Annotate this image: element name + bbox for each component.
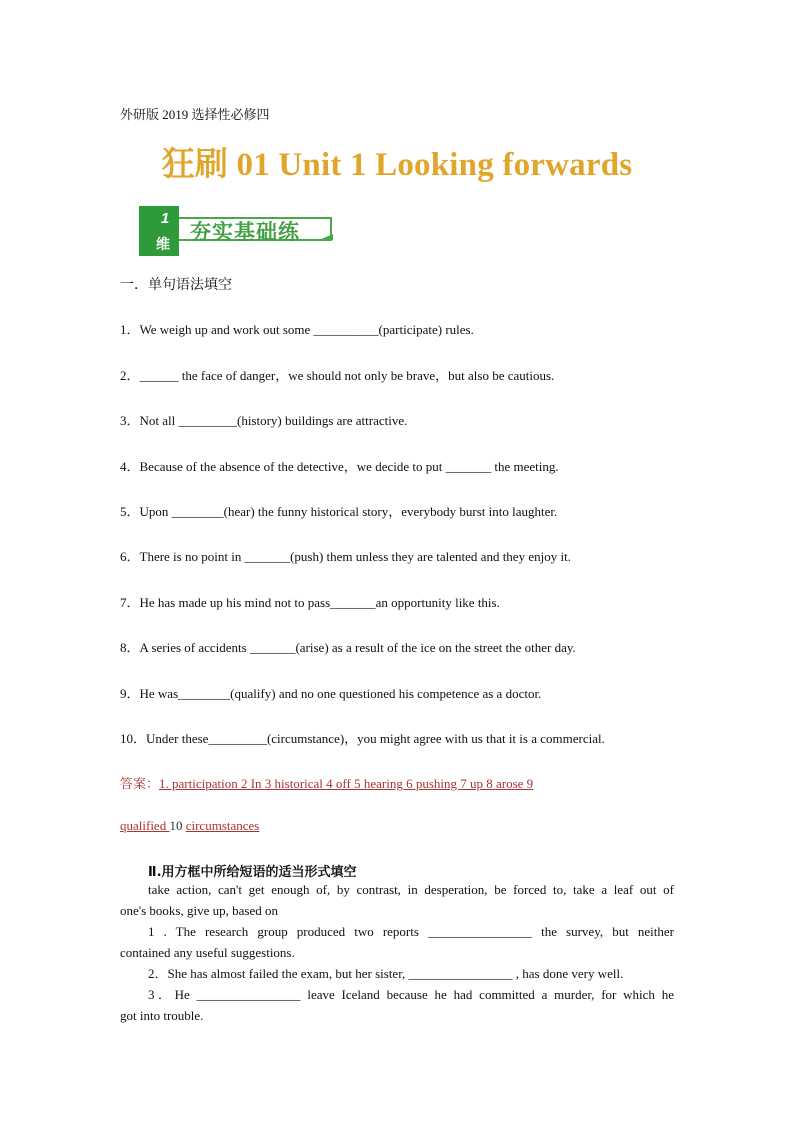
s2-question-3-line-2: got into trouble. (120, 1008, 204, 1023)
section2-heading: Ⅱ.用方框中所给短语的适当形式填空 (148, 865, 357, 880)
s2-question-2: 2．She has almost failed the exam, but her sister, ________________ , has done very well. (148, 966, 624, 981)
question-2: 2．______ the face of danger，we should not only be brave，but also be cautious. (120, 368, 555, 383)
question-10: 10．Under these_________(circumstance)，you might agree with us that it is a commercial. (120, 731, 605, 746)
question-5: 5．Upon ________(hear) the funny historical story，everybody burst into laughter. (120, 504, 558, 519)
phrase-box (120, 879, 674, 1026)
question-7: 7．He has made up his mind not to pass_______an opportunity like this. (120, 595, 500, 610)
answers-values-1: 1. participation 2 In 3 historical 4 off 5 hearing 6 pushing 7 up 8 arose 9 (159, 776, 534, 791)
page-title: 狂刷 01 Unit 1 Looking forwards (161, 147, 633, 183)
answers-line-1 (120, 773, 533, 792)
question-4: 4．Because of the absence of the detective，we decide to put _______ the meeting. (120, 459, 559, 474)
banner-label: 夯实基础练 (190, 220, 300, 244)
answers-label: 答案： (120, 777, 160, 792)
answer-10-number: 10 (169, 818, 186, 833)
phrases-line-1: take action, can't get enough of, by contrast, in desperation, be forced to, take a leaf out of (148, 882, 674, 897)
banner-number: 1 (160, 210, 170, 227)
question-8: 8．A series of accidents _______(arise) as a result of the ice on the street the other day. (120, 640, 576, 655)
question-6: 6．There is no point in _______(push) them unless they are talented and they enjoy it. (120, 549, 571, 564)
banner-number-suffix: 维 (156, 237, 170, 253)
answer-9: qualified (120, 818, 170, 833)
question-1: 1．We weigh up and work out some __________(participate) rules. (120, 322, 474, 337)
phrases-line-2: one's books, give up, based on (120, 903, 278, 918)
document-subtitle: 外研版 2019 选择性必修四 (120, 107, 270, 122)
s2-question-1-line-2: contained any useful suggestions. (120, 945, 295, 960)
question-9: 9．He was________(qualify) and no one questioned his competence as a doctor. (120, 686, 542, 701)
question-3: 3．Not all _________(history) buildings are attractive. (120, 413, 408, 428)
answers-line-2 (120, 818, 259, 834)
s2-question-3-line-1: 3．He ________________ leave Iceland because he had committed a murder, for which he (148, 987, 674, 1002)
answer-10: circumstances (185, 818, 260, 833)
s2-question-1-line-1: 1 . The research group produced two reports ________________ the survey, but neither (148, 924, 674, 939)
section1-heading: 一．单句语法填空 (120, 277, 232, 293)
